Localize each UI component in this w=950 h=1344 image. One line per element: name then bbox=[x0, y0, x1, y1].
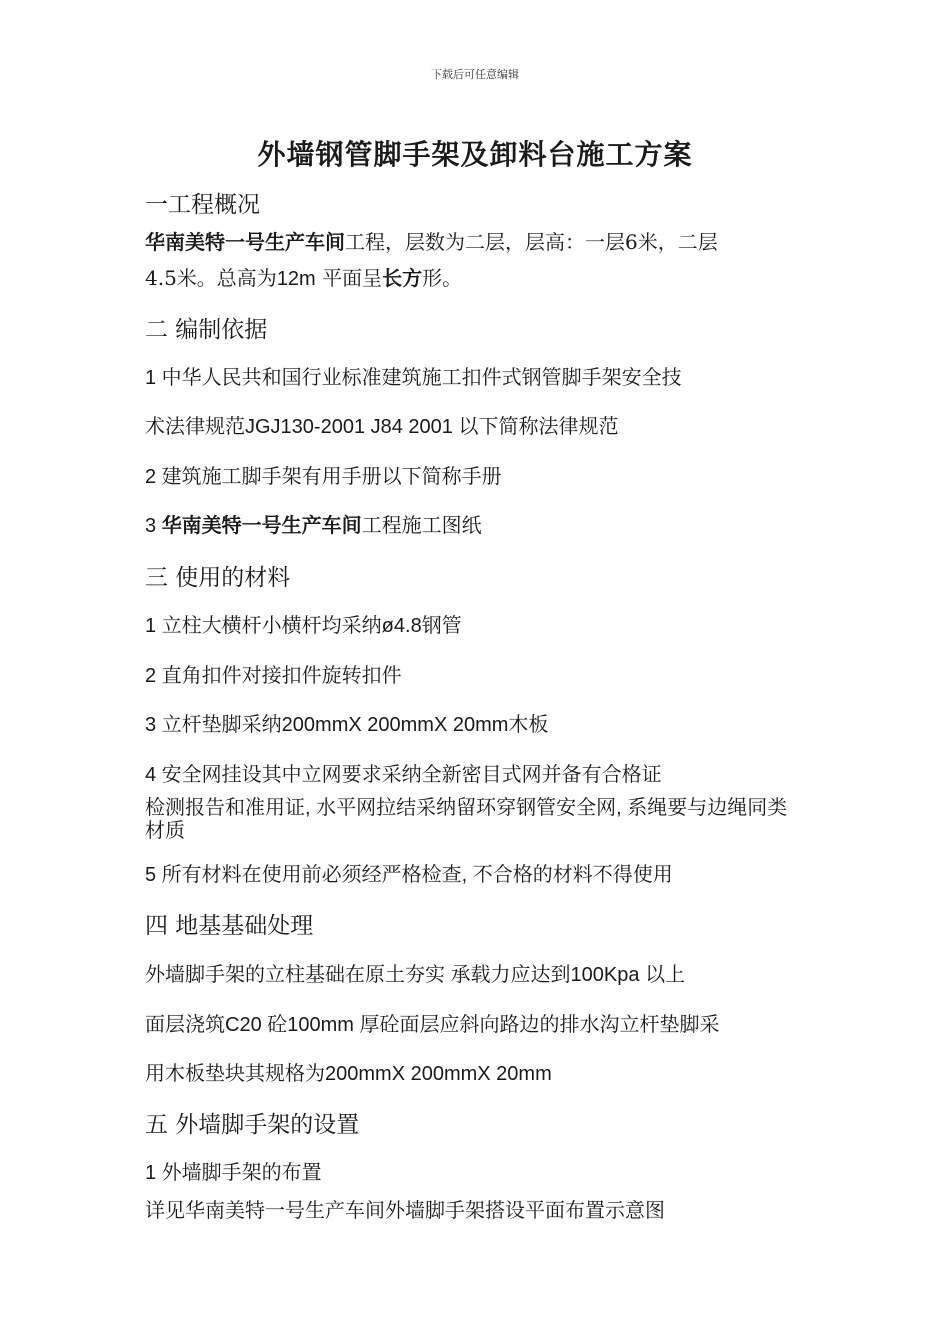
section-heading-5: 五 外墙脚手架的设置 bbox=[145, 1112, 360, 1138]
paragraph-line: 4 安全网挂设其中立网要求采纳全新密目式网并备有合格证 bbox=[145, 764, 662, 786]
paragraph-line: 外墙脚手架的立柱基础在原土夯实 承载力应达到100Kpa 以上 bbox=[145, 964, 686, 986]
paragraph-line: 3 立杆垫脚采纳200mmX 200mmX 20mm木板 bbox=[145, 714, 549, 736]
text-span: 形。 bbox=[422, 266, 463, 290]
section-heading-1: 一工程概况 bbox=[145, 192, 260, 218]
project-name: 华南美特一号生产车间 bbox=[161, 515, 362, 537]
text-span: 12m bbox=[276, 268, 316, 290]
section-heading-3: 三 使用的材料 bbox=[145, 565, 291, 591]
page-header: 下载后可任意编辑 bbox=[431, 68, 519, 81]
section-heading-4: 四 地基基础处理 bbox=[145, 913, 314, 939]
paragraph-line bbox=[145, 262, 462, 291]
paragraph-line bbox=[145, 509, 482, 538]
text-span: 工程，层数为二层，层高：一层6米，二层 bbox=[345, 230, 718, 254]
document-title: 外墙钢管脚手架及卸料台施工方案 bbox=[257, 138, 693, 171]
paragraph-line: 1 立柱大横杆小横杆均采纳ø4.8钢管 bbox=[145, 615, 462, 637]
paragraph-line: 术法律规范JGJ130-2001 J84 2001 以下简称法律规范 bbox=[145, 416, 619, 438]
text-span: 工程施工图纸 bbox=[361, 513, 482, 537]
paragraph-line: 面层浇筑C20 砼100mm 厚砼面层应斜向路边的排水沟立杆垫脚采 bbox=[145, 1014, 720, 1036]
paragraph-line: 5 所有材料在使用前必须经严格检查, 不合格的材料不得使用 bbox=[145, 864, 673, 886]
project-name: 华南美特一号生产车间 bbox=[145, 232, 345, 254]
paragraph-block: 检测报告和准用证, 水平网拉结采纳留环穿钢管安全网, 系绳要与边绳同类材质 bbox=[145, 797, 788, 842]
text-span: 4.5米。总高为 bbox=[145, 266, 277, 290]
paragraph-line bbox=[145, 226, 718, 255]
paragraph-line: 1 外墙脚手架的布置 bbox=[145, 1162, 322, 1184]
section-heading-2: 二 编制依据 bbox=[145, 317, 268, 343]
paragraph-line: 2 直角扣件对接扣件旋转扣件 bbox=[145, 665, 402, 687]
paragraph-line: 详见华南美特一号生产车间外墙脚手架搭设平面布置示意图 bbox=[145, 1198, 665, 1222]
text-span: 长方 bbox=[382, 268, 423, 290]
paragraph-line: 2 建筑施工脚手架有用手册以下简称手册 bbox=[145, 466, 502, 488]
paragraph-line: 1 中华人民共和国行业标准建筑施工扣件式钢管脚手架安全技 bbox=[145, 367, 682, 389]
text-span: 3 bbox=[145, 515, 162, 537]
text-span: 平面呈 bbox=[315, 266, 383, 290]
paragraph-line: 用木板垫块其规格为200mmX 200mmX 20mm bbox=[145, 1063, 552, 1085]
